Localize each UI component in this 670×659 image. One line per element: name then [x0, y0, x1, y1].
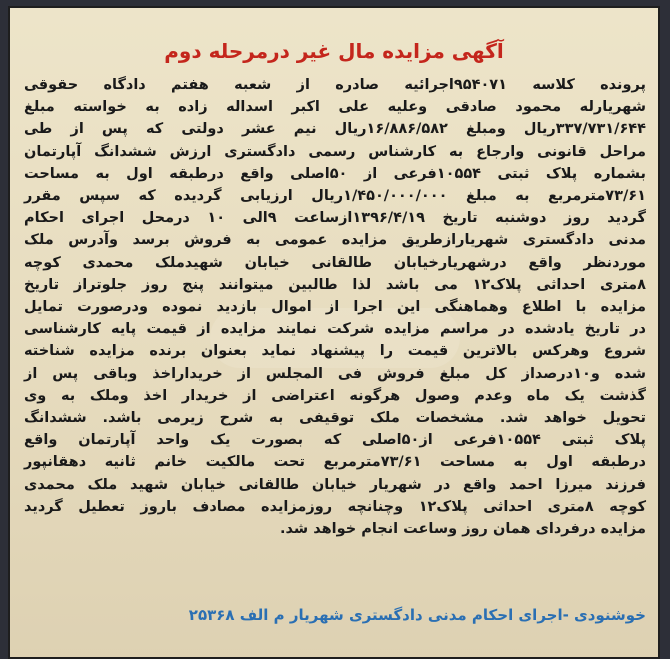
body-line: بشماره پلاک ثبتی ۱۰۵۵۴فرعی از ۵۰اصلی واقع درطبقه اول به مساحت	[24, 165, 646, 182]
body-line: مراحل قانونی وارجاع به کارشناس رسمی دادگستری ارزش ششدانگ آپارتمان	[24, 143, 646, 160]
body-line: کوچه ۸متری احداثی پلاک۱۲ وچنانچه روزمزایده مصادف باروز تعطیل گردید	[24, 498, 647, 515]
body-line: مزایده با اطلاع وهماهنگی این اجرا از اموال بازدید نموده ودرصورت تمایل	[24, 299, 646, 316]
body-line: تحویل خواهد شد. مشخصات ملک توقیفی به شرح زیرمی باشد. ششدانگ	[24, 410, 646, 427]
newspaper-clipping	[8, 6, 660, 659]
body-line: ۷۳/۶۱مترمربع به مبلغ ۱/۴۵۰/۰۰۰/۰۰۰ریال ارزیابی گردیده که سپس مقرر	[24, 188, 646, 205]
body-line: ۳۳۷/۷۳۱/۶۴۴ریال ومبلغ ۱۶/۸۸۶/۵۸۲ریال نیم عشر دولتی که پس از طی	[24, 121, 646, 138]
body-line: در تاریخ یادشده در مراسم مزایده شرکت نمایند مزایده از قیمت پایه کارشناسی	[24, 321, 646, 338]
body-line: گذشت یک ماه وعدم وصول هرگونه اعتراضی از خریدار اخذ وملک به وی	[24, 387, 646, 404]
body-line: موردنظر واقع درشهریارخیابان طالقانی خیابان شهیدملک محمدی کوچه	[24, 254, 646, 271]
body-line: گردید روز دوشنبه تاریخ ۱۳۹۶/۴/۱۹ازساعت ۹الی ۱۰ درمحل اجرای احکام	[24, 210, 646, 227]
body-line: پلاک ثبتی ۱۰۵۵۴فرعی از۵۰اصلی که بصورت یک واحد آپارتمان واقع	[24, 432, 646, 449]
body-line: پرونده کلاسه ۹۵۴۰۷۱اجرائیه صادره از شعبه هفتم دادگاه حقوقی	[24, 77, 646, 93]
body-line: شروع وهرکس بالاترین قیمت را پیشنهاد نماید بعنوان برنده مزایده شناخته	[24, 343, 646, 360]
body-line: درطبقه اول به مساحت ۷۳/۶۱مترمربع تحت مالکیت خانم ثانیه دهقانپور	[24, 454, 646, 471]
body-line: شده و۱۰درصداز کل مبلغ فروش فی المجلس از خریداراخذ وباقی پس از	[24, 365, 646, 382]
notice-title: آگهی مزایده مال غیر درمرحله دوم	[164, 39, 504, 63]
body-line: فرزند میرزا احمد واقع در شهریار خیابان طالقانی خیابان شهید ملک محمدی	[24, 476, 646, 493]
body-line: شهریارله محمود صادقی وعلیه علی اکبر اسداله زاده به خواسته مبلغ	[24, 99, 646, 116]
notice-footer-signature: خوشنودی -اجرای احکام مدنی دادگستری شهریار م الف ۲۵۳۶۸	[188, 606, 646, 624]
body-line-last: مزایده درفردای همان روز وساعت انجام خواهد شد.	[280, 521, 646, 538]
body-line: ۸متری احداثی پلاک۱۲ می باشد لذا طالبین میتوانند پنج روز جلوتراز تاریخ	[24, 276, 647, 293]
notice-body	[24, 74, 646, 540]
body-line: مدنی دادگستری شهریارازطریق مزایده عمومی به فروش برسد وآدرس ملک	[24, 232, 646, 249]
